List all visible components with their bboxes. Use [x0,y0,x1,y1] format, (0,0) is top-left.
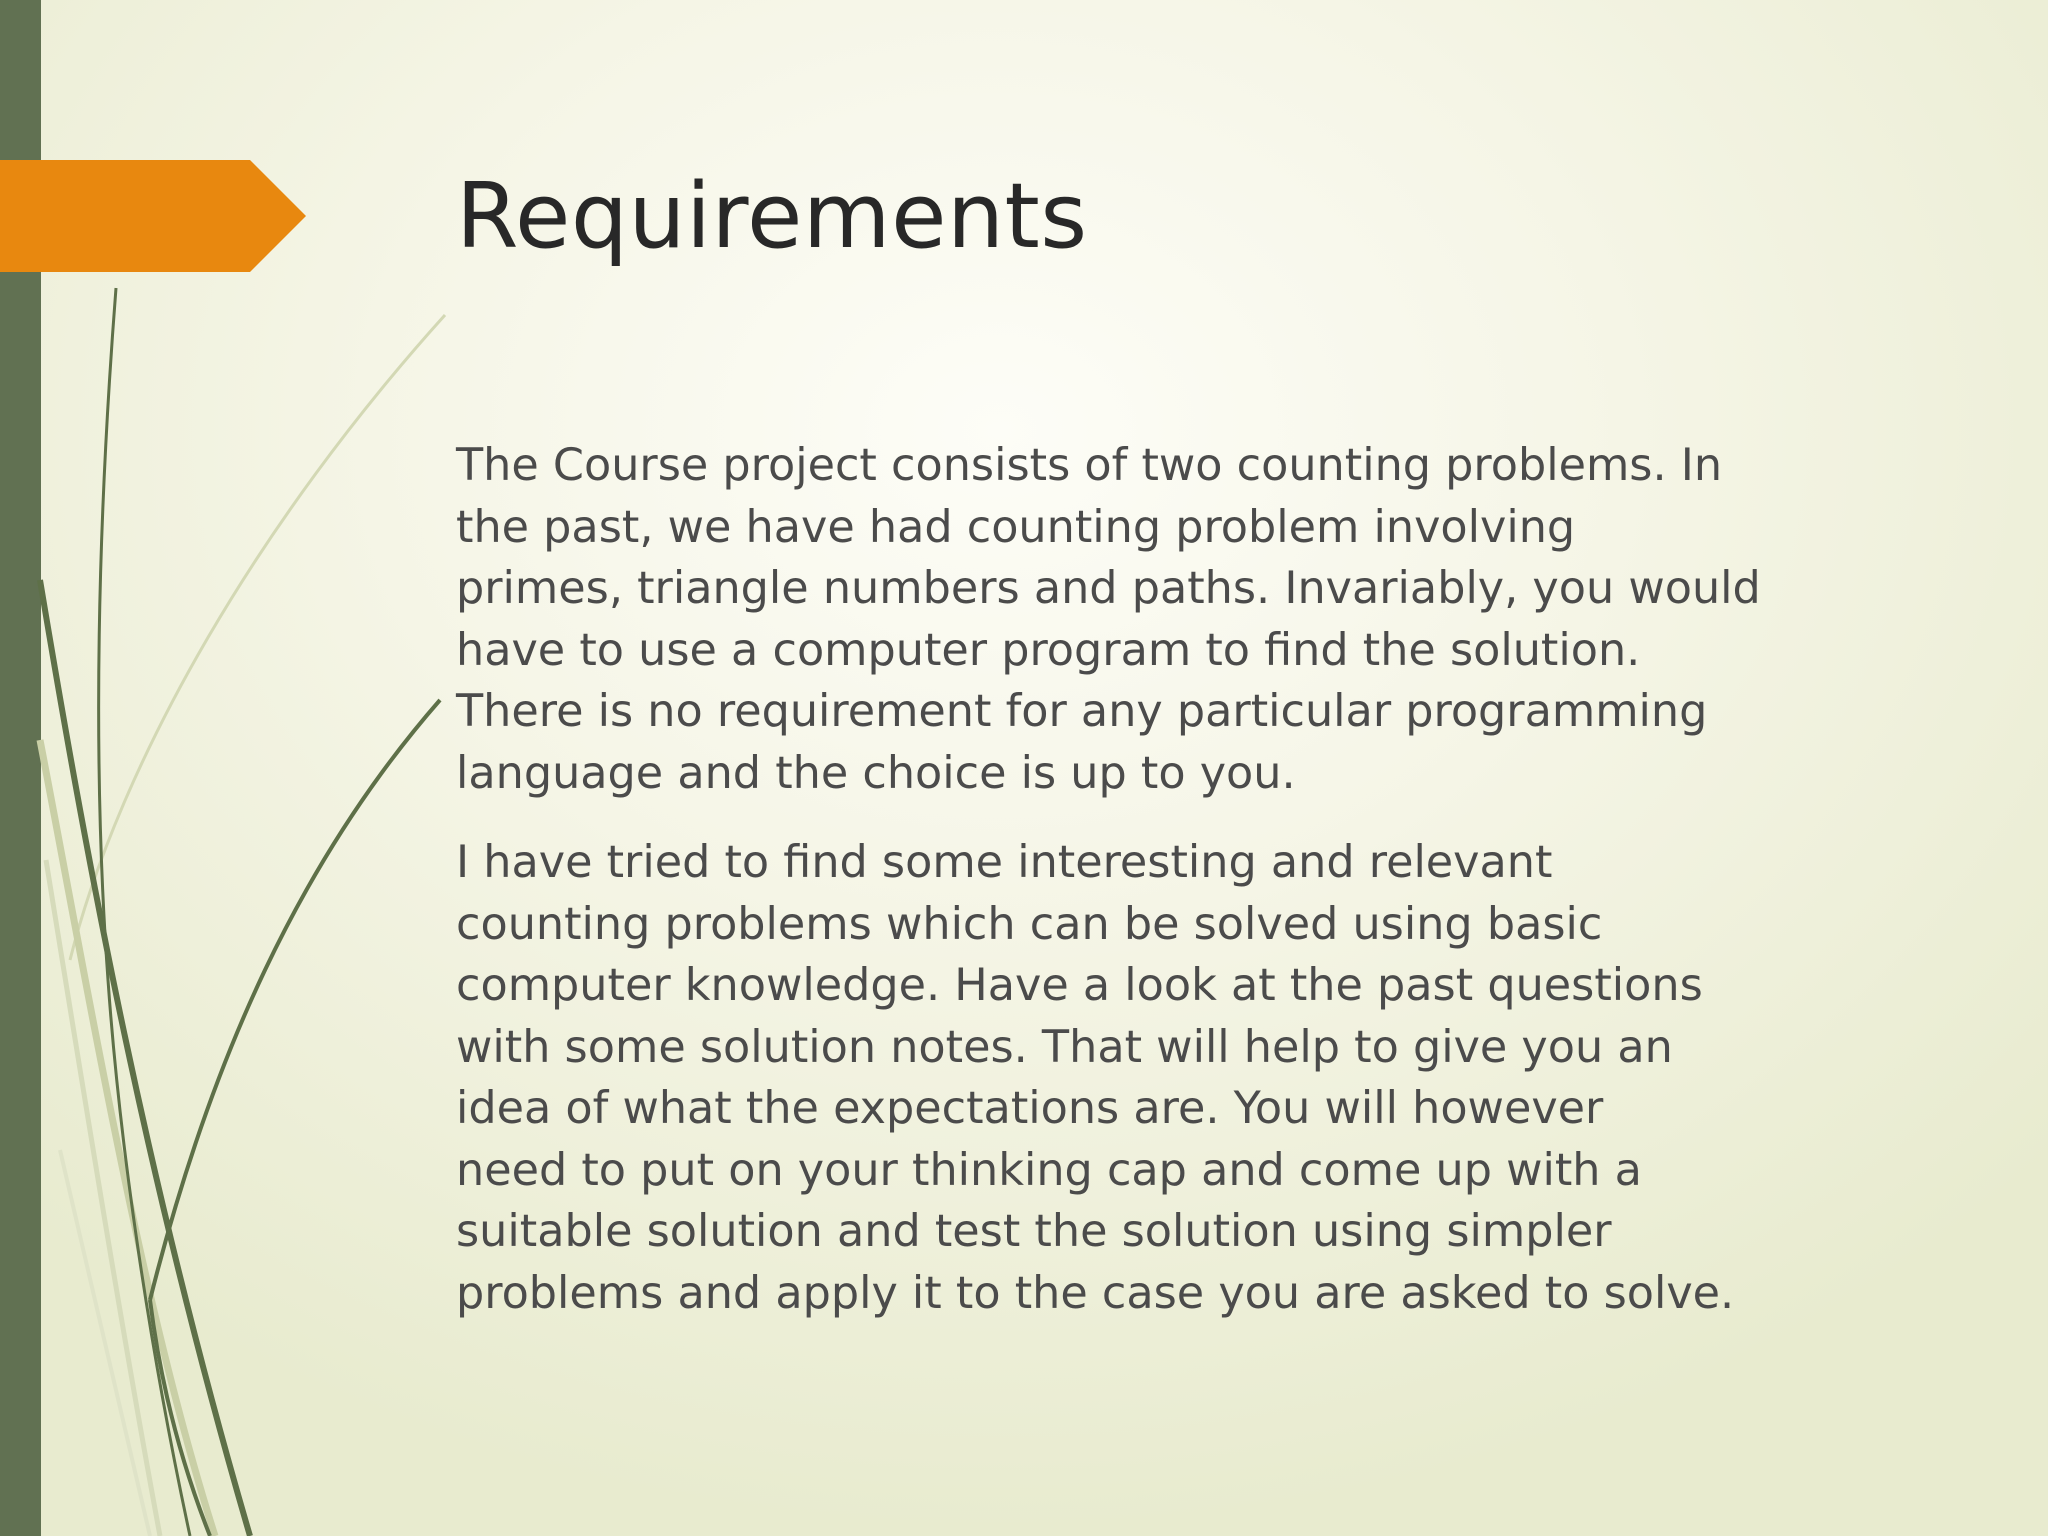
text-line: suitable solution and test the solution using simpler [456,1206,1612,1257]
text-line: There is no requirement for any particular programming [456,686,1708,737]
text-line: have to use a computer program to find the solution. [456,624,1641,676]
text-line: idea of what the expectations are. You will however [456,1083,1604,1134]
slide-body [456,435,1916,1324]
slide-title: Requirements [456,164,1088,269]
text-line: I have tried to find some interesting and relevant [456,837,1553,888]
body-paragraph-2 [456,832,1916,1324]
text-line: The Course project consists of two counting problems. In [456,440,1723,491]
orange-arrow-tab [0,160,306,272]
text-line: with some solution notes. That will help to give you an [456,1021,1673,1073]
text-line: language and the choice is up to you. [456,747,1296,799]
text-line: need to put on your thinking cap and come up with a [456,1144,1642,1196]
text-line: problems and apply it to the case you are asked to solve. [456,1267,1735,1319]
body-paragraph-1 [456,435,1916,804]
text-line: the past, we have had counting problem involving [456,501,1576,553]
text-line: counting problems which can be solved using basic [456,898,1603,950]
text-line: computer knowledge. Have a look at the past questions [456,960,1703,1011]
text-line: primes, triangle numbers and paths. Invariably, you would [456,563,1761,614]
